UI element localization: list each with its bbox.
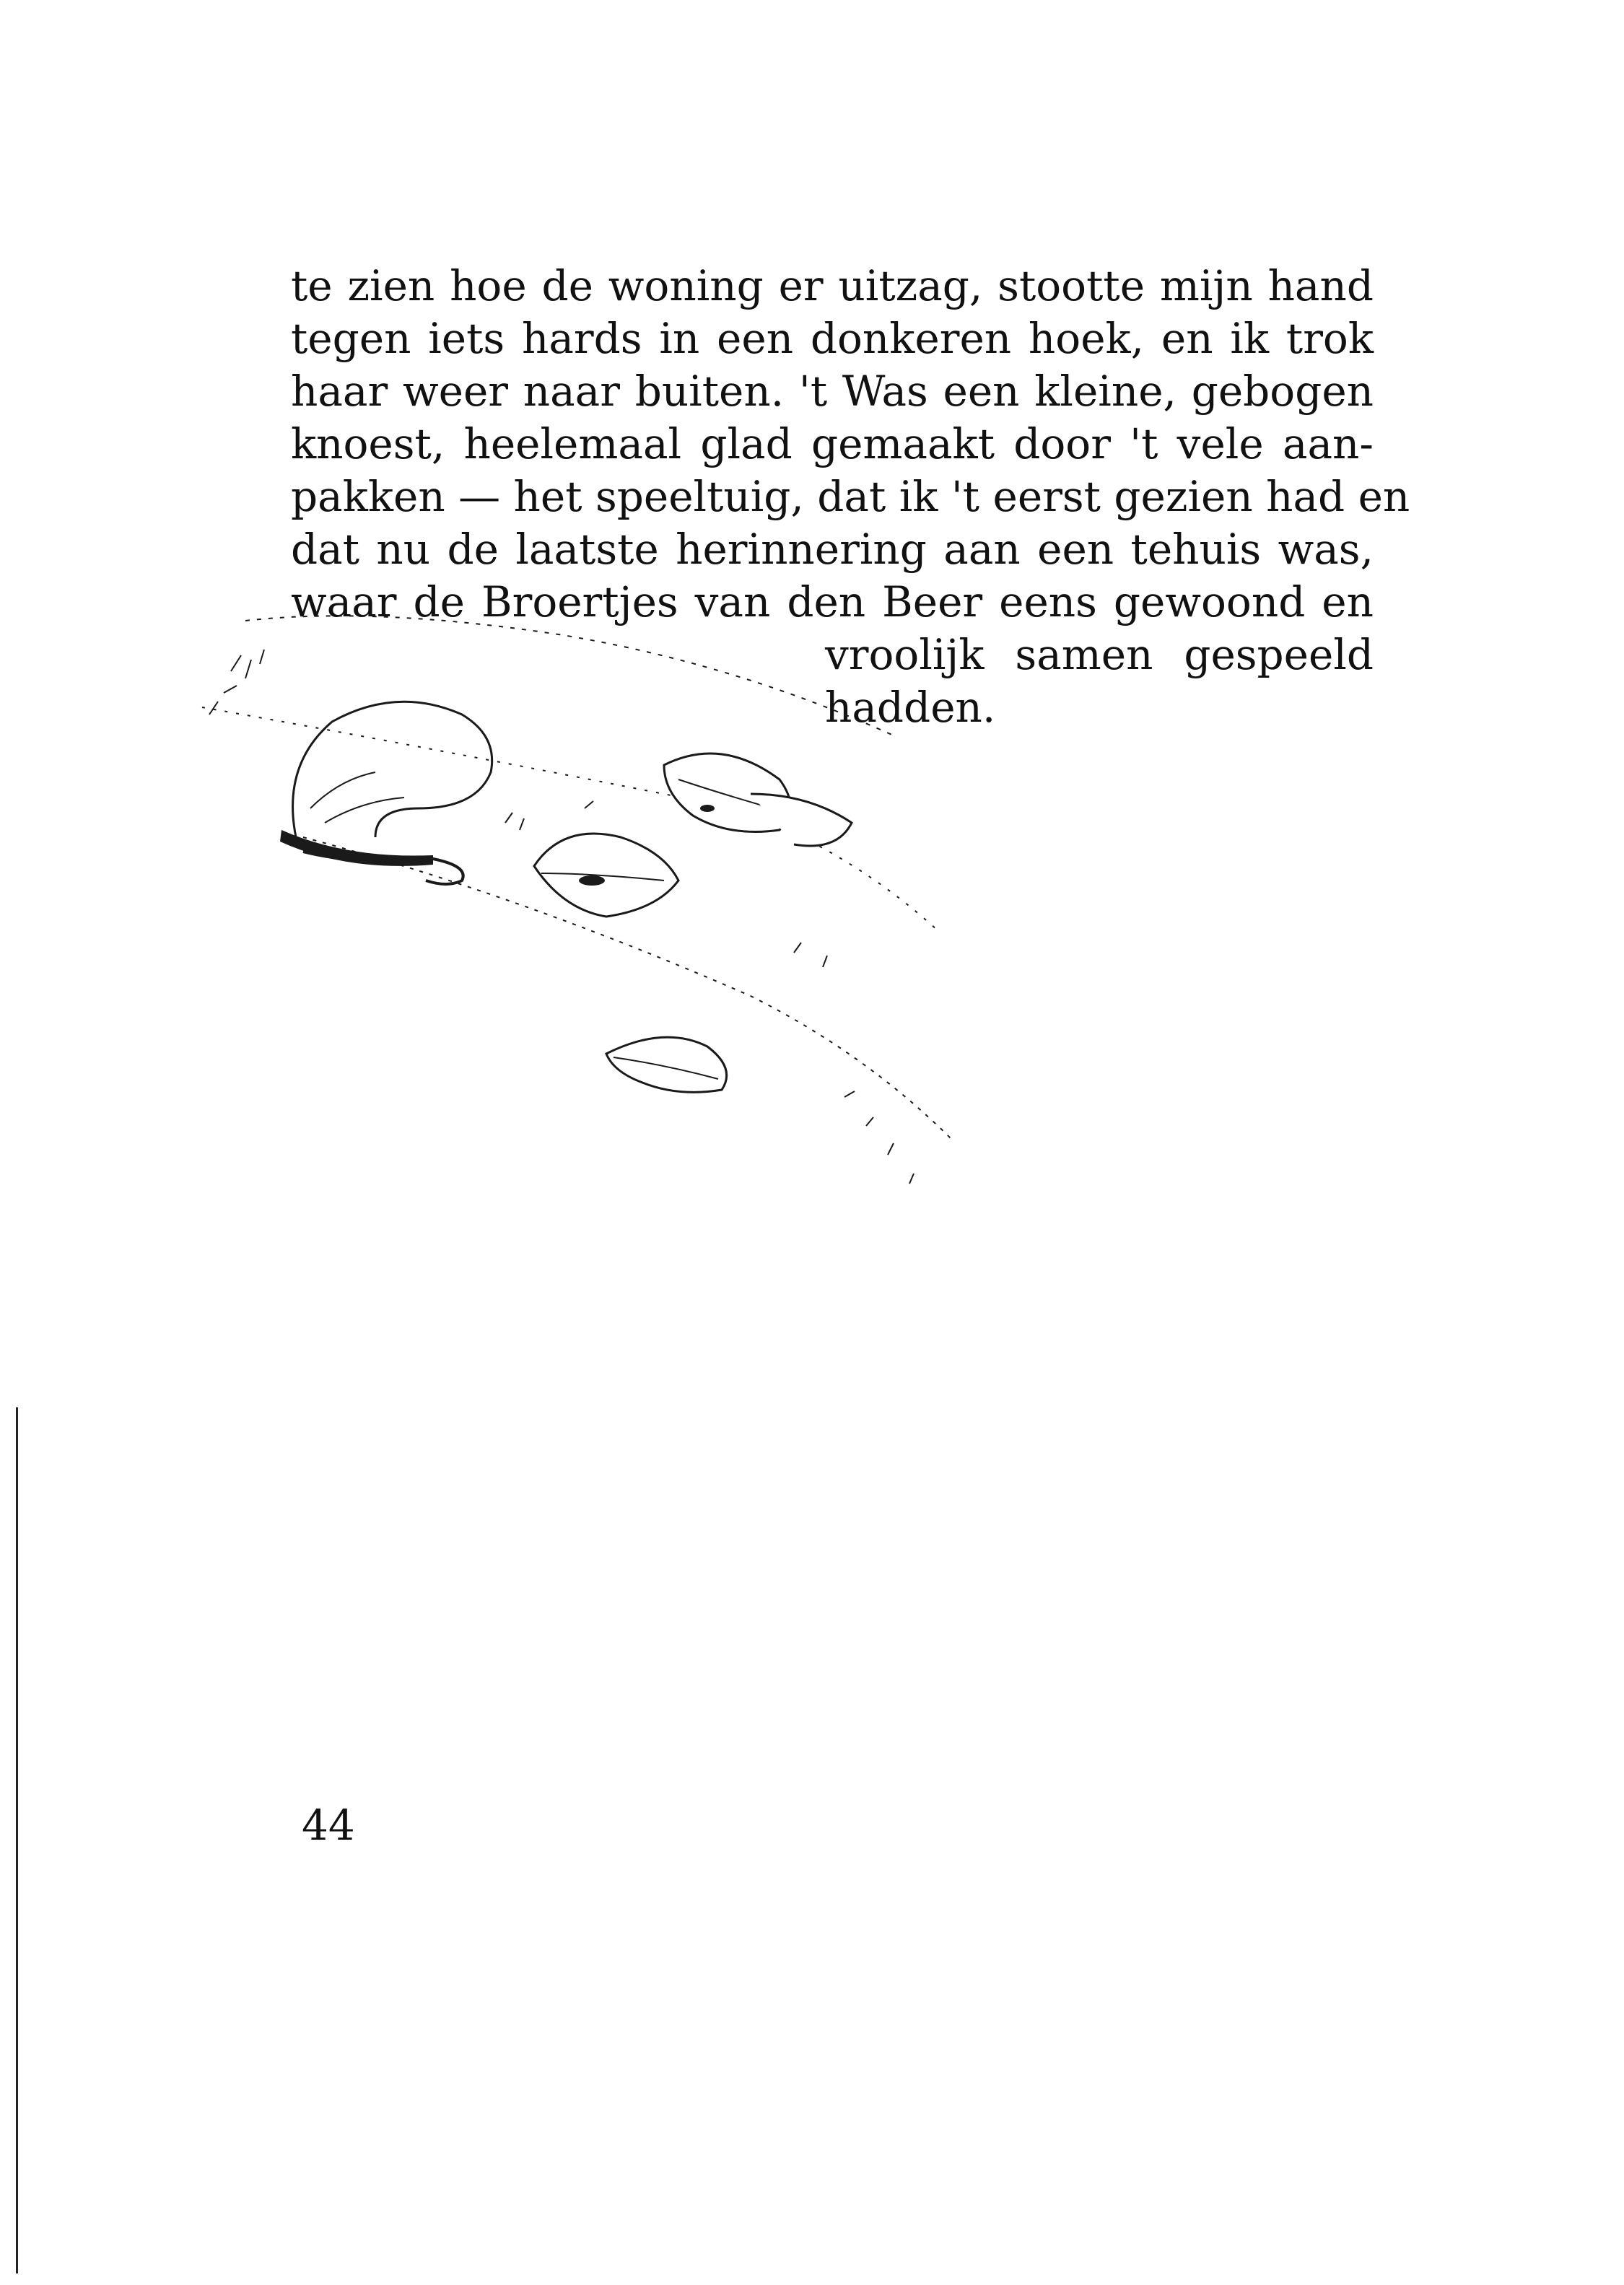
text-line: waar de Broertjes van den Beer eens gewoond en [291,577,1374,626]
branch-illustration [159,592,996,1227]
page-number: 44 [302,1801,355,1850]
text-line: te zien hoe de woning er uitzag, stootte mijn hand [291,261,1374,310]
text-line: tegen iets hards in een donkeren hoek, en ik trok [291,314,1374,363]
page-edge [16,1407,18,2273]
text-line: haar weer naar buiten. 't Was een kleine, gebogen [291,367,1374,416]
text-line: pakken — het speeltuig, dat ik 't eerst gezien had en [291,472,1410,521]
text-line: knoest, heelemaal glad gemaakt door 't vele aan- [291,419,1374,468]
text-line: vroolijk samen gespeeld [825,630,1374,679]
text-line: dat nu de laatste herinnering aan een tehuis was, [291,525,1374,574]
text-line: hadden. [825,683,996,732]
